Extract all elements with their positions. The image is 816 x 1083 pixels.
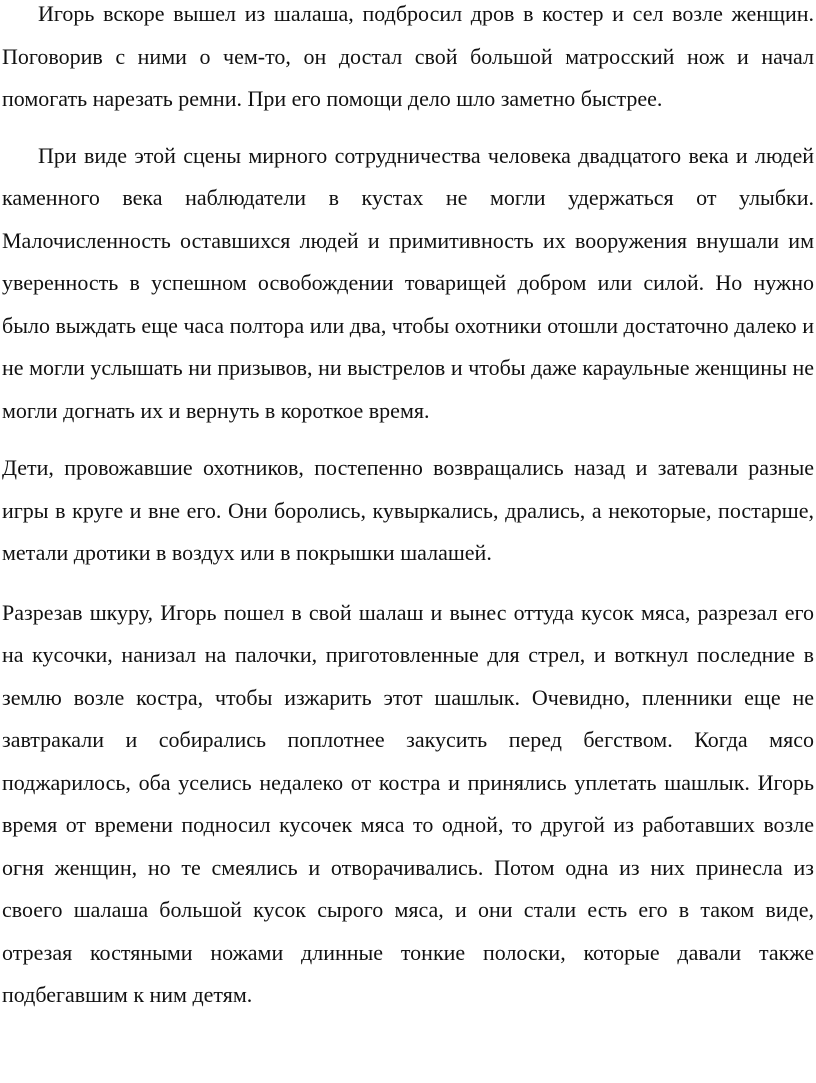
paragraph-3: Дети, провожавшие охотников, постепенно возвращались назад и затевали разные игры в круге и вне его. Они боролись, кувыркались, дрались, а некоторые, постарше, метали дротики в воздух или в покрышки шалашей. bbox=[2, 455, 814, 565]
paragraph-1: Игорь вскоре вышел из шалаша, подбросил дров в костер и сел возле женщин. Поговорив с ними о чем-то, он достал свой большой матросский нож и начал помогать нарезать ремни. При его помощи дело шло заметно быстрее. bbox=[2, 1, 814, 111]
paragraph-4: Разрезав шкуру, Игорь пошел в свой шалаш и вынес оттуда кусок мяса, разрезал его на кусочки, нанизал на палочки, приготовленные для стрел, и воткнул последние в землю возле костра, чтобы изжарить этот шашлык. Очевидно, пленники еще не завтракали и собирались поплотнее закусить перед бегством. Когда мясо поджарилось, оба уселись недалеко от костра и принялись уплетать шашлык. Игорь время от времени подносил кусочек мяса то одной, то другой из работавших возле огня женщин, но те смеялись и отворачивались. Потом одна из них принесла из своего шалаша большой кусок сырого мяса, и они стали есть его в таком виде, отрезая костяными ножами длинные тонкие полоски, которые давали также подбегавшим к ним детям. bbox=[2, 599, 814, 1007]
paragraph-2: При виде этой сцены мирного сотрудничества человека двадцатого века и людей каменного века наблюдатели в кустах не могли удержаться от улыбки. Малочисленность оставшихся людей и примитивность их вооружения внушали им уверенность в успешном освобождении товарищей добром или силой. Но нужно было выждать еще часа полтора или два, чтобы охотники отошли достаточно далеко и не могли услышать ни призывов, ни выстрелов и чтобы даже караульные женщины не могли догнать их и вернуть в короткое время. bbox=[2, 142, 814, 423]
